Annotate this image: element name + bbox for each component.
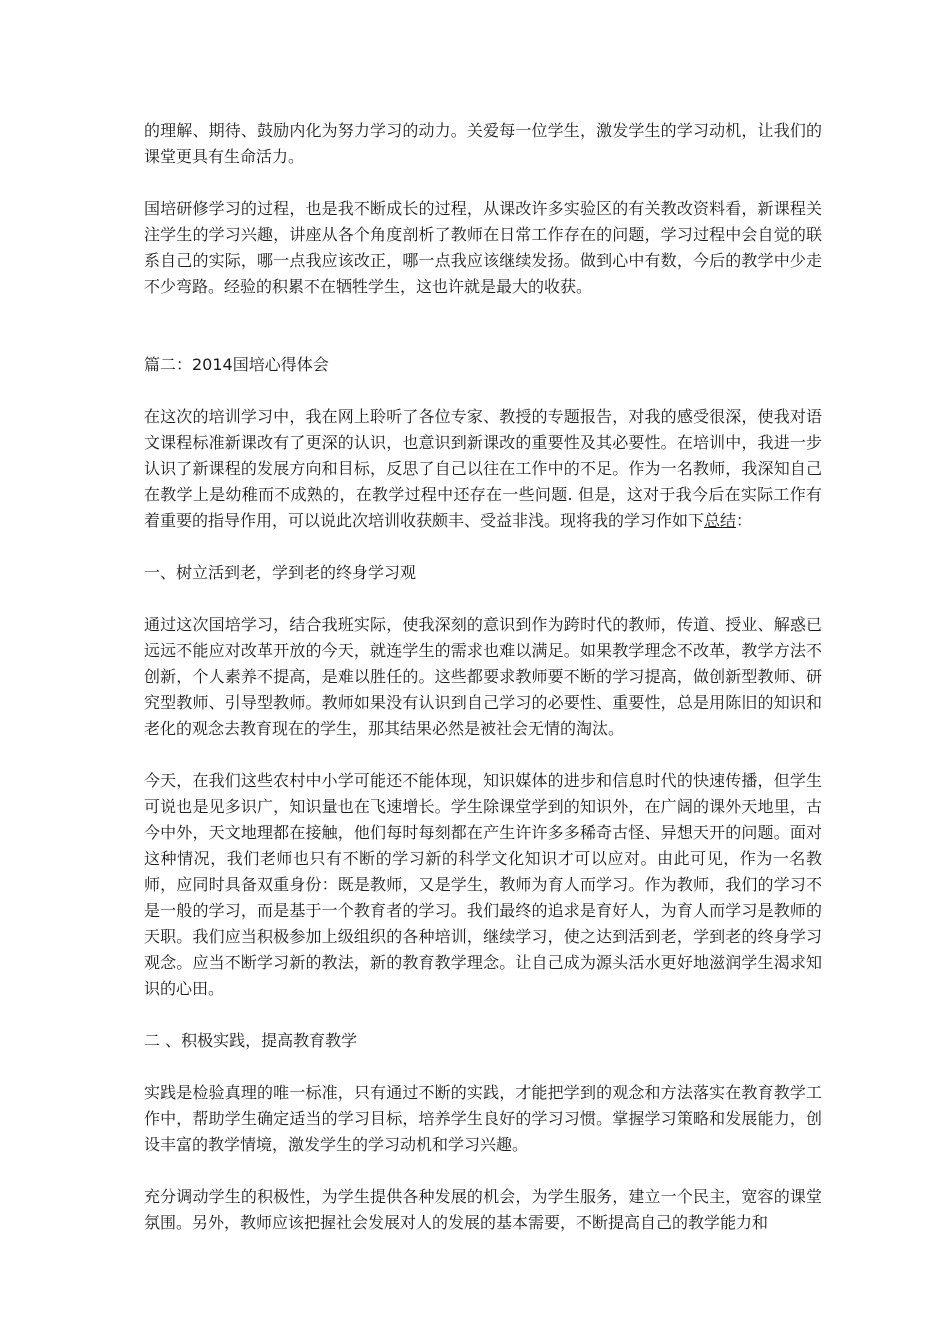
paragraph-top-1: 的理解、期待、鼓励内化为努力学习的动力。关爱每一位学生，激发学生的学习动机，让我们的课堂更具有生命活力。	[144, 121, 822, 166]
paragraph-3: 实践是检验真理的唯一标准，只有通过不断的实践，才能把学到的观念和方法落实在教育教学工作中，帮助学生确定适当的学习目标，培养学生良好的学习习惯。掌握学习策略和发展能力，创设丰富的教学情境，激发学生的学习动机和学习兴趣。	[144, 1083, 822, 1154]
paragraph-1: 通过这次国培学习，结合我班实际，使我深刻的意识到作为跨时代的教师，传道、授业、解惑已远远不能应对改革开放的今天，就连学生的需求也难以满足。如果教学理念不改革，教学方法不创新，个人素养不提高，是难以胜任的。这些都要求教师要不断的学习提高，做创新型教师、研究型教师、引导型教师。教师如果没有认识到自己学习的必要性、重要性，总是用陈旧的知识和老化的观念去教育现在的学生，那其结果必然是被社会无情的淘汰。	[144, 615, 822, 738]
intro-end: ：	[736, 511, 753, 530]
intro-text: 在这次的培训学习中，我在网上聆听了各位专家、教授的专题报告，对我的感受很深，使我对语文课程标准新课改有了更深的认识，也意识到新课改的重要性及其必要性。在培训中，我进一步认识了新课程的发展方向和目标，反思了自己以往在工作中的不足。作为一名教师，我深知自己在教学上是幼稚而不成熟的，在教学过程中还存在一些问题. 但是，这对于我今后在实际工作有着重要的指导作用，可以说此次培训收获颇丰、受益非浅。现将我的学习作如下	[144, 407, 822, 530]
paragraph-2: 今天，在我们这些农村中小学可能还不能体现，知识媒体的进步和信息时代的快速传播，但学生可说也是见多识广，知识量也在飞速增长。学生除课堂学到的知识外，在广阔的课外天地里，古今中外，天文地理都在接触，他们每时每刻都在产生许许多多稀奇古怪、异想天开的问题。面对这种情况，我们老师也只有不断的学习新的科学文化知识才可以应对。由此可见，作为一名教师，应同时具备双重身份：既是教师，又是学生，教师为育人而学习。作为教师，我们的学习不是一般的学习，而是基于一个教育者的学习。我们最终的追求是育好人，为育人而学习是教师的天职。我们应当积极参加上级组织的各种培训，继续学习，使之达到活到老，学到老的终身学习观念。应当不断学习新的教法，新的教育教学理念。让自己成为源头活水更好地滋润学生渴求知识的心田。	[144, 771, 822, 998]
spacer	[144, 326, 822, 352]
section-title: 篇二：2014国培心得体会	[144, 355, 329, 374]
summary-link[interactable]: 总结	[704, 511, 737, 530]
heading-lifelong-learning: 一、树立活到老，学到老的终身学习观	[144, 563, 417, 582]
heading-practice: 二 、积极实践，提高教育教学	[144, 1031, 358, 1050]
paragraph-top-2: 国培研修学习的过程，也是我不断成长的过程，从课改许多实验区的有关教改资料看，新课程关注学生的学习兴趣，讲座从各个角度剖析了教师在日常工作存在的问题，学习过程中会自觉的联系自己的实际，哪一点我应该改正，哪一点我应该继续发扬。做到心中有数，今后的教学中少走不少弯路。经验的积累不在牺牲学生，这也许就是最大的收获。	[144, 199, 822, 296]
paragraph-4: 充分调动学生的积极性，为学生提供各种发展的机会，为学生服务，建立一个民主，宽容的课堂氛围。另外，教师应该把握社会发展对人的发展的基本需要，不断提高自己的教学能力和	[144, 1187, 822, 1232]
intro-paragraph	[144, 404, 822, 534]
